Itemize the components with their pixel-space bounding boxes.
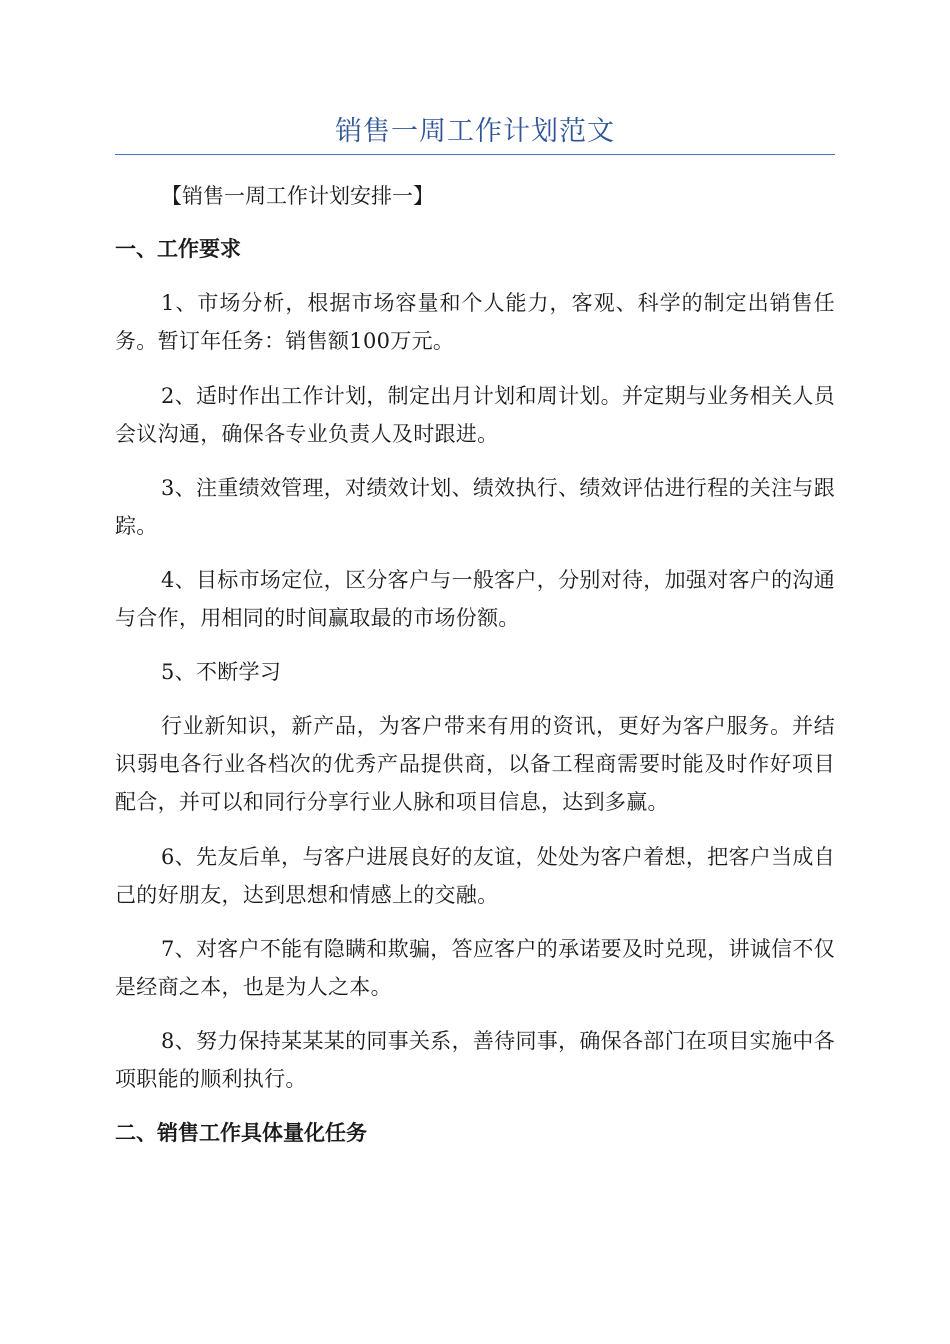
paragraph-8: 7、对客户不能有隐瞒和欺骗，答应客户的承诺要及时兑现，讲诚信不仅是经商之本，也是为人之本。	[115, 937, 835, 999]
paragraph-2: 2、适时作出工作计划，制定出月计划和周计划。并定期与业务相关人员会议沟通，确保各专业负责人及时跟进。	[115, 384, 835, 446]
section-heading-requirements: 一、工作要求	[115, 237, 241, 261]
paragraph-7: 6、先友后单，与客户进展良好的友谊，处处为客户着想，把客户当成自己的好朋友，达到思想和情感上的交融。	[115, 845, 835, 907]
section-heading-quantified-tasks: 二、销售工作具体量化任务	[115, 1121, 367, 1145]
paragraph-5: 5、不断学习	[161, 660, 282, 684]
document-subtitle: 【销售一周工作计划安排一】	[161, 184, 434, 208]
paragraph-3: 3、注重绩效管理，对绩效计划、绩效执行、绩效评估进行程的关注与跟踪。	[115, 476, 835, 538]
paragraph-9: 8、努力保持某某某的同事关系，善待同事，确保各部门在项目实施中各项职能的顺利执行。	[115, 1029, 835, 1091]
title-underline	[115, 154, 835, 155]
paragraph-1: 1、市场分析，根据市场容量和个人能力，客观、科学的制定出销售任务。暂订年任务：销售额100万元。	[115, 291, 835, 353]
document-title: 销售一周工作计划范文	[335, 116, 615, 147]
paragraph-6: 行业新知识，新产品，为客户带来有用的资讯，更好为客户服务。并结识弱电各行业各档次的优秀产品提供商，以备工程商需要时能及时作好项目配合，并可以和同行分享行业人脉和项目信息，达到多赢。	[115, 714, 835, 814]
paragraph-4: 4、目标市场定位，区分客户与一般客户，分别对待，加强对客户的沟通与合作，用相同的时间赢取最的市场份额。	[115, 568, 835, 630]
